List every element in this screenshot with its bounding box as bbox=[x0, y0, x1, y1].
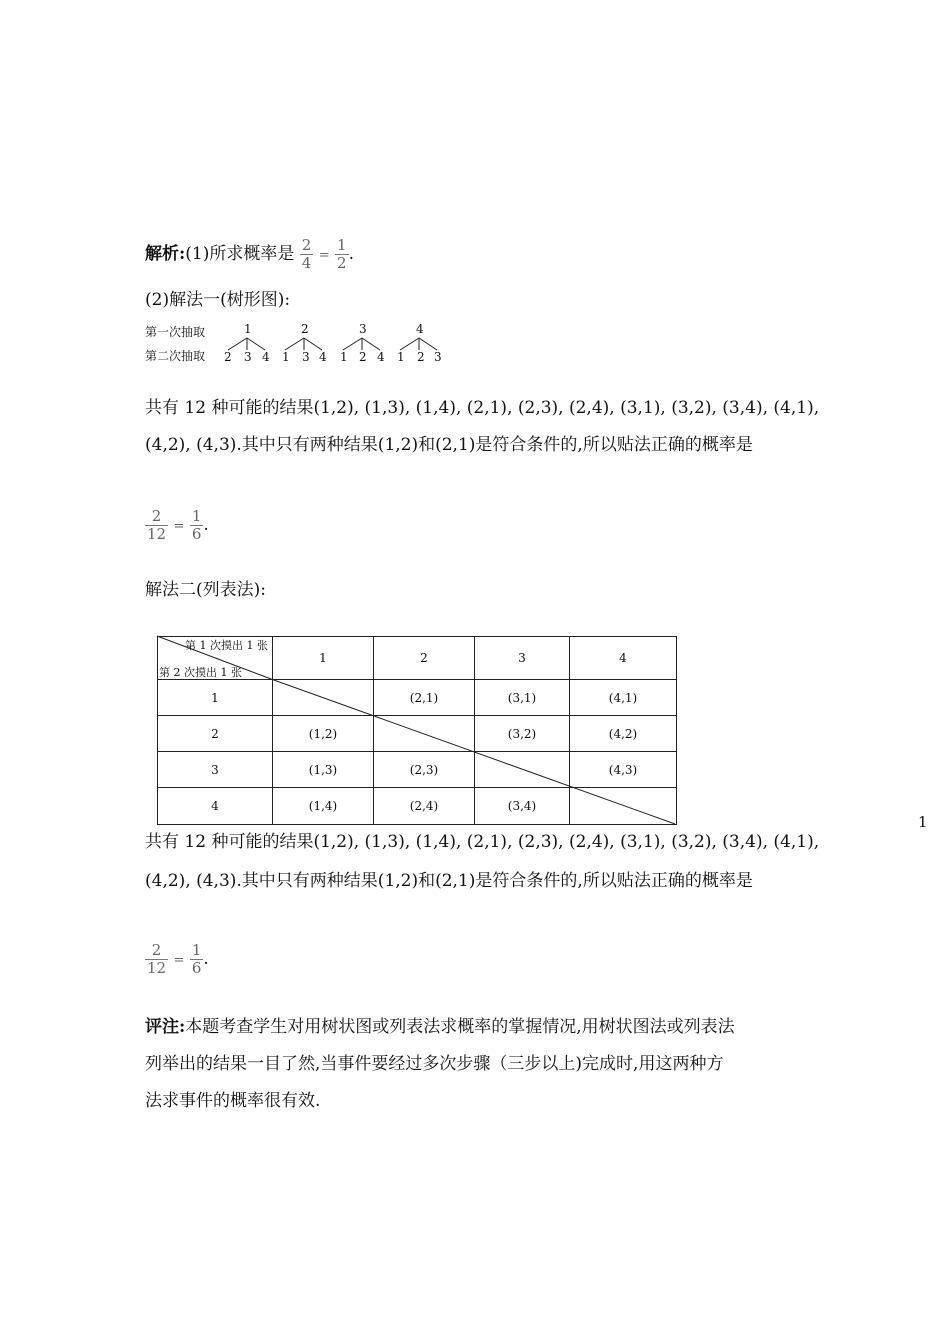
tree-child: 2 bbox=[359, 350, 367, 364]
tree-row1-label: 第一次抽取 bbox=[145, 325, 206, 339]
comment-line-c: 法求事件的概率很有效. bbox=[145, 1091, 321, 1111]
answer-text: (1)所求概率是 bbox=[185, 244, 295, 264]
table-cell bbox=[570, 788, 677, 825]
tree-child: 1 bbox=[397, 350, 405, 364]
table-cell: (2,3) bbox=[374, 752, 475, 788]
tree-child: 3 bbox=[434, 350, 442, 364]
table-cell: (3,4) bbox=[475, 788, 570, 825]
column-header: 4 bbox=[570, 637, 677, 680]
table-cell: (1,2) bbox=[273, 716, 374, 752]
row-header: 2 bbox=[158, 716, 273, 752]
outcome-table bbox=[157, 636, 677, 825]
analysis-label: 解析: bbox=[145, 244, 186, 264]
tree-child: 3 bbox=[302, 350, 310, 364]
tree-parent: 3 bbox=[359, 322, 367, 336]
tree-child: 4 bbox=[319, 350, 327, 364]
tree-child: 1 bbox=[340, 350, 348, 364]
fraction-1-6: $\frac{1}{6}$ bbox=[191, 941, 202, 977]
table-cell: (1,4) bbox=[273, 788, 374, 825]
table-corner-header bbox=[158, 637, 273, 680]
result-2-line-b: (4,2), (4,3).其中只有两种结果(1,2)和(2,1)是符合条件的,所以贴法正确的概率是 bbox=[145, 871, 753, 891]
table-cell: (4,2) bbox=[570, 716, 677, 752]
result-1-line-b: (4,2), (4,3).其中只有两种结果(1,2)和(2,1)是符合条件的,所以贴法正确的概率是 bbox=[145, 435, 753, 455]
tree-child: 1 bbox=[282, 350, 290, 364]
result-2-line-a: 共有 12 种可能的结果(1,2), (1,3), (1,4), (2,1), (2,3), (2,4), (3,1), (3,2), (3,4), (4,1), bbox=[145, 832, 820, 852]
table-cell: (4,3) bbox=[570, 752, 677, 788]
tree-child: 3 bbox=[244, 350, 252, 364]
table-cell: (1,3) bbox=[273, 752, 374, 788]
table-cell bbox=[374, 716, 475, 752]
tree-diagram bbox=[220, 320, 460, 368]
header-first-draw: 第 1 次摸出 1 张 bbox=[185, 639, 268, 652]
table-cell: (4,1) bbox=[570, 680, 677, 716]
row-header: 3 bbox=[158, 752, 273, 788]
column-header: 3 bbox=[475, 637, 570, 680]
table-cell: (2,4) bbox=[374, 788, 475, 825]
fraction-2-4: $\frac{2}{4}$ bbox=[301, 236, 312, 272]
result-2-fraction: $\frac{2}{12}$ = $\frac{1}{6}$ . bbox=[147, 941, 209, 977]
column-header: 1 bbox=[273, 637, 374, 680]
tree-child: 4 bbox=[377, 350, 385, 364]
tree-child: 4 bbox=[262, 350, 270, 364]
comment-line-b: 列举出的结果一目了然,当事件要经过多次步骤（三步以上)完成时,用这两种方 bbox=[145, 1054, 724, 1074]
page-number: 1 bbox=[918, 813, 928, 831]
table-cell bbox=[475, 752, 570, 788]
table-cell bbox=[273, 680, 374, 716]
method-2-title: 解法二(列表法): bbox=[145, 580, 266, 600]
comment-label: 评注: bbox=[145, 1017, 186, 1037]
method-1-title: (2)解法一(树形图): bbox=[145, 290, 291, 310]
tree-parent: 2 bbox=[301, 322, 309, 336]
row-header: 4 bbox=[158, 788, 273, 825]
column-header: 2 bbox=[374, 637, 475, 680]
table-cell: (2,1) bbox=[374, 680, 475, 716]
fraction-1-6: $\frac{1}{6}$ bbox=[191, 507, 202, 543]
answer-line-1: 解析:(1)所求概率是 $\frac{2}{4}$ = $\frac{1}{2}$ . bbox=[145, 236, 354, 272]
table-cell: (3,1) bbox=[475, 680, 570, 716]
tree-parent: 1 bbox=[244, 322, 252, 336]
header-second-draw: 第 2 次摸出 1 张 bbox=[159, 666, 242, 679]
tree-parent: 4 bbox=[416, 322, 424, 336]
comment-line-a: 评注:本题考查学生对用树状图或列表法求概率的掌握情况,用树状图法或列表法 bbox=[145, 1017, 735, 1037]
tree-child: 2 bbox=[417, 350, 425, 364]
result-1-line-a: 共有 12 种可能的结果(1,2), (1,3), (1,4), (2,1), (2,3), (2,4), (3,1), (3,2), (3,4), (4,1), bbox=[145, 398, 820, 418]
fraction-1-2: $\frac{1}{2}$ bbox=[337, 236, 347, 272]
row-header: 1 bbox=[158, 680, 273, 716]
tree-child: 2 bbox=[224, 350, 232, 364]
table-cell: (3,2) bbox=[475, 716, 570, 752]
result-1-fraction: $\frac{2}{12}$ = $\frac{1}{6}$ . bbox=[147, 507, 209, 543]
fraction-2-12: $\frac{2}{12}$ bbox=[147, 941, 167, 977]
tree-row2-label: 第二次抽取 bbox=[145, 349, 206, 363]
fraction-2-12: $\frac{2}{12}$ bbox=[147, 507, 167, 543]
